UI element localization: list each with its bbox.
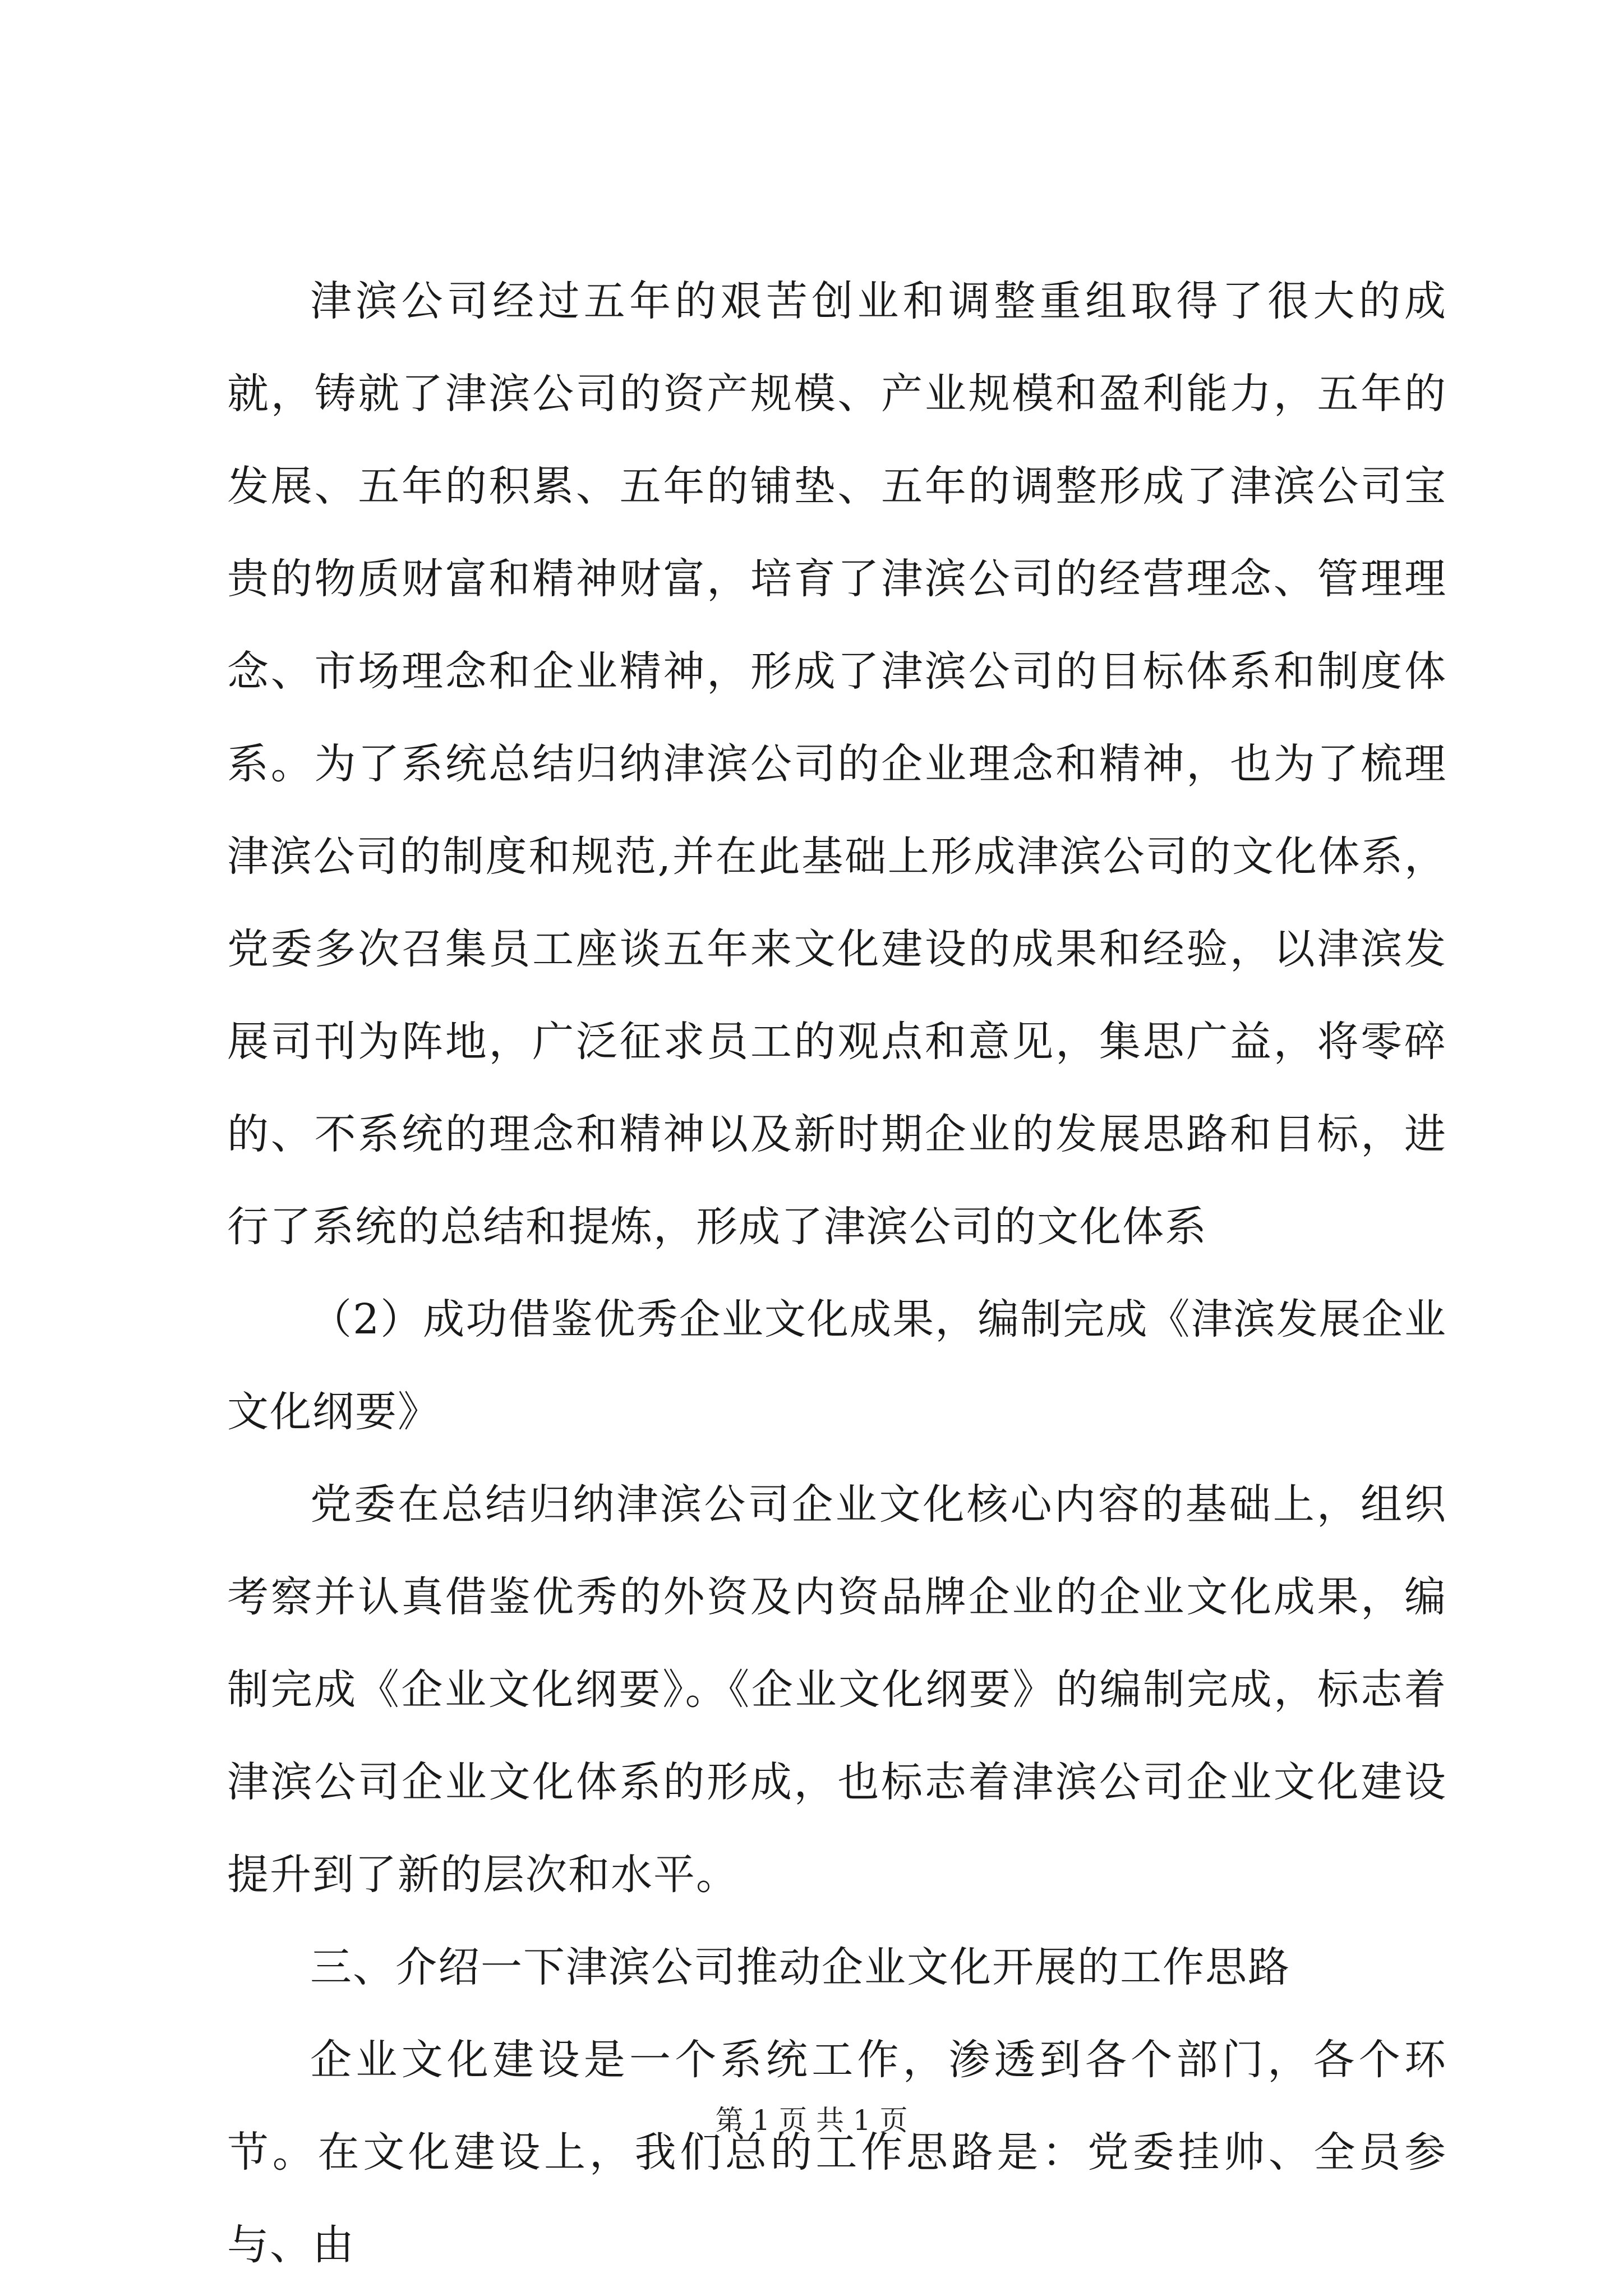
paragraph-culture-outline: 党委在总结归纳津滨公司企业文化核心内容的基础上，组织考察并认真借鉴优秀的外资及内资品牌企业的企业文化成果，编制完成《企业文化纲要》。《企业文化纲要》的编制完成，标志着津滨公司企业文化体系的形成，也标志着津滨公司企业文化建设提升到了新的层次和水平。	[227, 1480, 1447, 1899]
paragraph-work-approach: 企业文化建设是一个系统工作，渗透到各个部门，各个环节。在文化建设上，我们总的工作思路是：党委挂帅、全员参与、由	[227, 2036, 1447, 2269]
paragraph-subheading-2: （2）成功借鉴优秀企业文化成果，编制完成《津滨发展企业文化纲要》	[227, 1295, 1447, 1436]
section-heading-3: 三、介绍一下津滨公司推动企业文化开展的工作思路	[310, 1943, 1290, 1991]
document-body	[227, 255, 1447, 2292]
paragraph-summary: 津滨公司经过五年的艰苦创业和调整重组取得了很大的成就，铸就了津滨公司的资产规模、产业规模和盈利能力，五年的发展、五年的积累、五年的铺垫、五年的调整形成了津滨公司宝贵的物质财富和精神财富，培育了津滨公司的经营理念、管理理念、市场理念和企业精神，形成了津滨公司的目标体系和制度体系。为了系统总结归纳津滨公司的企业理念和精神，也为了梳理津滨公司的制度和规范,并在此基础上形成津滨公司的文化体系，党委多次召集员工座谈五年来文化建设的成果和经验，以津滨发展司刊为阵地，广泛征求员工的观点和意见，集思广益，将零碎的、不系统的理念和精神以及新时期企业的发展思路和目标，进行了系统的总结和提炼，形成了津滨公司的文化体系	[227, 277, 1447, 1251]
page-number-footer: 第 1 页 共 1 页	[715, 2104, 908, 2137]
